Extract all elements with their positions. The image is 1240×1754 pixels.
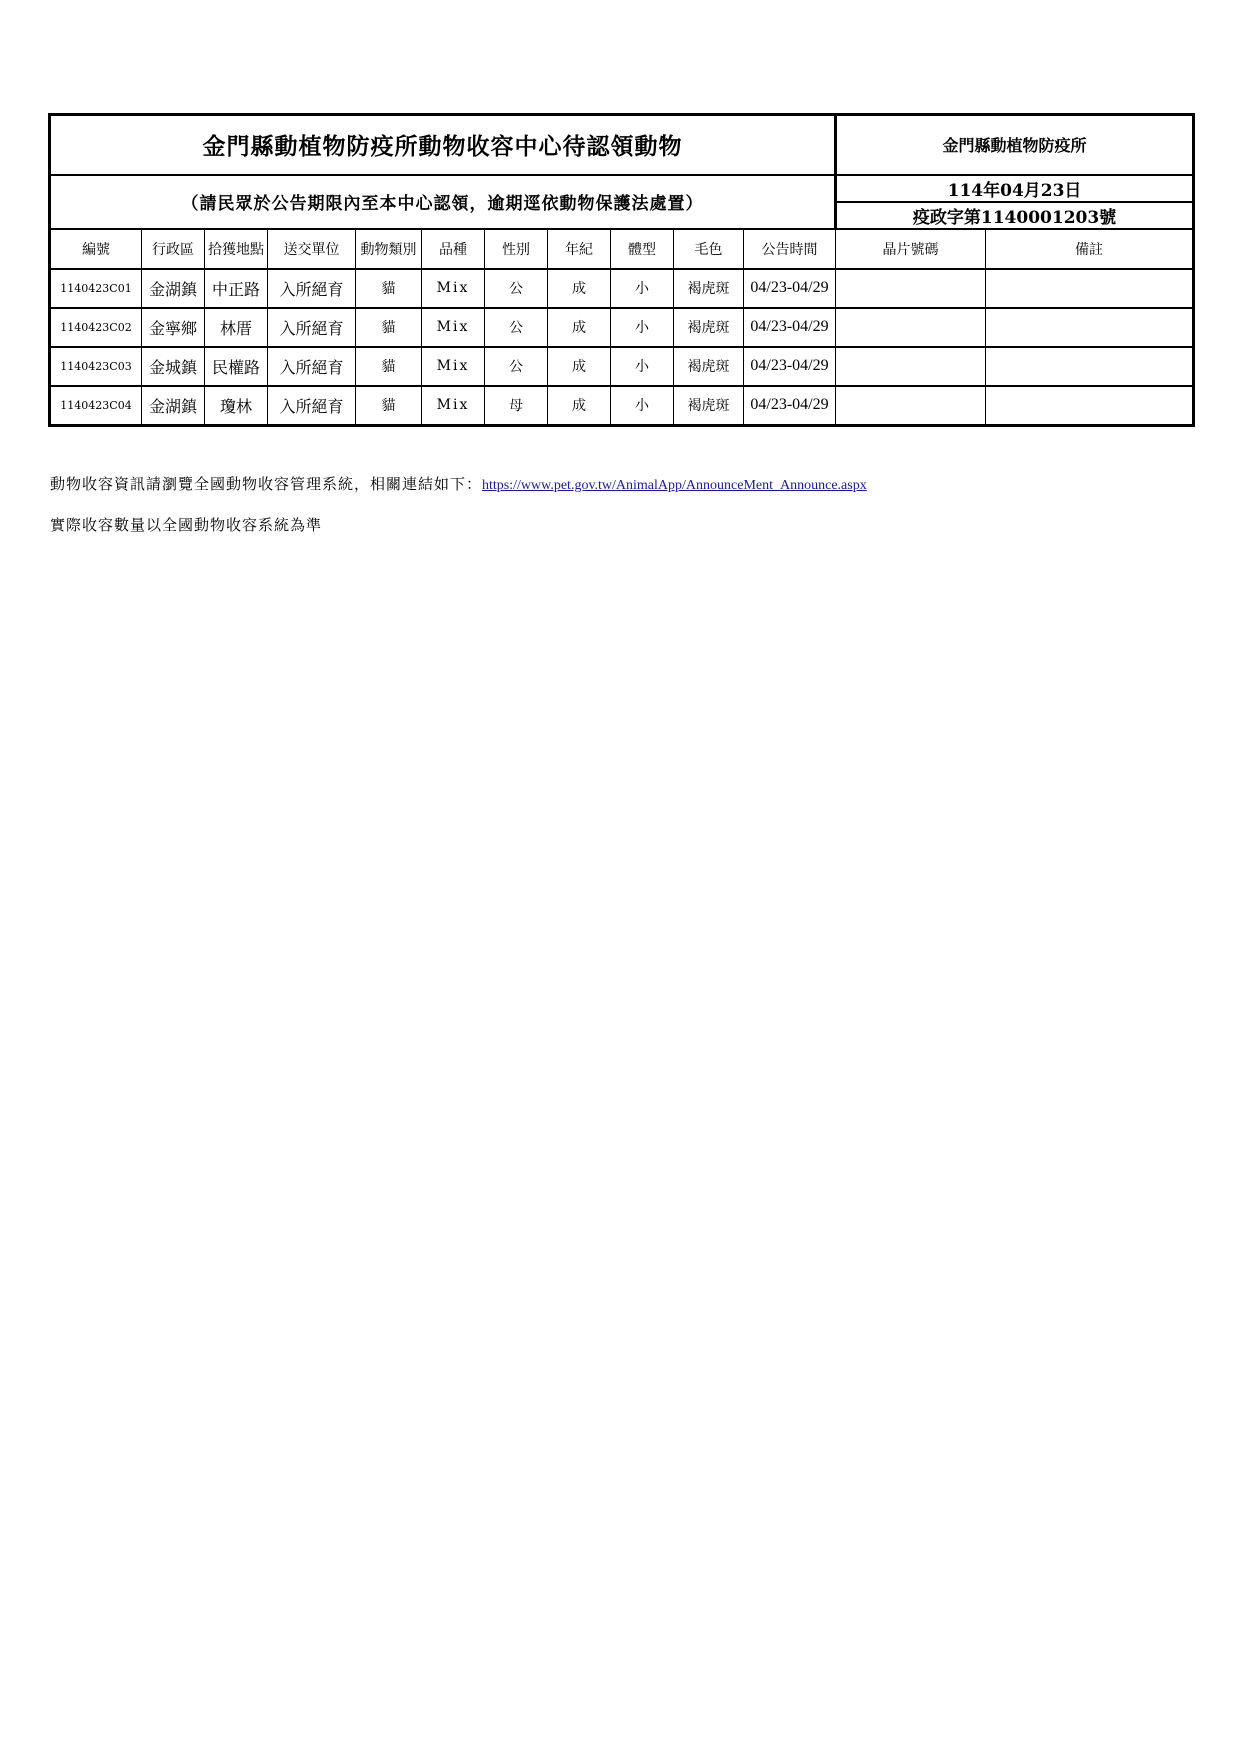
column-header: 拾獲地點 [205, 229, 268, 269]
cell-breed: Mix [422, 269, 485, 308]
cell-animal-type: 貓 [356, 308, 422, 347]
cell-color: 褐虎斑 [674, 308, 744, 347]
table-row [50, 269, 1194, 308]
cell-announce-period: 04/23-04/29 [744, 386, 836, 426]
cell-size: 小 [611, 269, 674, 308]
cell-unit: 入所絕育 [268, 308, 356, 347]
cell-age: 成 [548, 386, 611, 426]
cell-announce-period: 04/23-04/29 [744, 269, 836, 308]
table-row [50, 347, 1194, 386]
page-title: 金門縣動植物防疫所動物收容中心待認領動物 [50, 115, 836, 175]
column-header: 編號 [50, 229, 142, 269]
cell-remark [986, 269, 1194, 308]
cell-unit: 入所絕育 [268, 386, 356, 426]
document-number: 疫政字第1140001203號 [836, 202, 1194, 229]
cell-id: 1140423C03 [50, 347, 142, 386]
cell-age: 成 [548, 347, 611, 386]
cell-remark [986, 308, 1194, 347]
cell-sex: 公 [485, 269, 548, 308]
cell-id: 1140423C02 [50, 308, 142, 347]
column-header: 體型 [611, 229, 674, 269]
table-row [50, 308, 1194, 347]
cell-chip [836, 386, 986, 426]
cell-chip [836, 347, 986, 386]
org-name: 金門縣動植物防疫所 [836, 115, 1194, 175]
cell-color: 褐虎斑 [674, 269, 744, 308]
cell-location: 瓊林 [205, 386, 268, 426]
announcement-link[interactable]: https://www.pet.gov.tw/AnimalApp/AnnounceMent_Announce.aspx [482, 478, 867, 493]
announce-date: 114年04月23日 [836, 175, 1194, 202]
column-header: 年紀 [548, 229, 611, 269]
cell-sex: 母 [485, 386, 548, 426]
cell-size: 小 [611, 347, 674, 386]
cell-size: 小 [611, 386, 674, 426]
info-text: 動物收容資訊請瀏覽全國動物收容管理系統，相關連結如下： [50, 475, 483, 493]
cell-animal-type: 貓 [356, 269, 422, 308]
cell-breed: Mix [422, 386, 485, 426]
cell-animal-type: 貓 [356, 347, 422, 386]
cell-color: 褐虎斑 [674, 386, 744, 426]
cell-size: 小 [611, 308, 674, 347]
cell-id: 1140423C01 [50, 269, 142, 308]
cell-color: 褐虎斑 [674, 347, 744, 386]
cell-district: 金城鎮 [142, 347, 205, 386]
column-header: 毛色 [674, 229, 744, 269]
column-header: 行政區 [142, 229, 205, 269]
cell-chip [836, 308, 986, 347]
cell-chip [836, 269, 986, 308]
notice-text: （請民眾於公告期限內至本中心認領，逾期逕依動物保護法處置） [50, 175, 836, 229]
cell-unit: 入所絕育 [268, 347, 356, 386]
cell-unit: 入所絕育 [268, 269, 356, 308]
cell-breed: Mix [422, 308, 485, 347]
quantity-note: 實際收容數量以全國動物收容系統為準 [50, 516, 323, 534]
column-header: 品種 [422, 229, 485, 269]
column-header: 晶片號碼 [836, 229, 986, 269]
cell-sex: 公 [485, 308, 548, 347]
cell-age: 成 [548, 269, 611, 308]
column-header: 送交單位 [268, 229, 356, 269]
table-header-row [50, 229, 1194, 269]
column-header: 動物類別 [356, 229, 422, 269]
cell-location: 林厝 [205, 308, 268, 347]
cell-breed: Mix [422, 347, 485, 386]
cell-location: 中正路 [205, 269, 268, 308]
cell-age: 成 [548, 308, 611, 347]
column-header: 備註 [986, 229, 1194, 269]
cell-announce-period: 04/23-04/29 [744, 308, 836, 347]
cell-sex: 公 [485, 347, 548, 386]
column-header: 公告時間 [744, 229, 836, 269]
cell-remark [986, 347, 1194, 386]
animal-announcement-table [48, 113, 1195, 427]
cell-id: 1140423C04 [50, 386, 142, 426]
cell-district: 金寧鄉 [142, 308, 205, 347]
cell-remark [986, 386, 1194, 426]
cell-location: 民權路 [205, 347, 268, 386]
cell-animal-type: 貓 [356, 386, 422, 426]
info-line [50, 473, 867, 494]
table-row [50, 386, 1194, 426]
cell-district: 金湖鎮 [142, 269, 205, 308]
cell-district: 金湖鎮 [142, 386, 205, 426]
column-header: 性別 [485, 229, 548, 269]
cell-announce-period: 04/23-04/29 [744, 347, 836, 386]
